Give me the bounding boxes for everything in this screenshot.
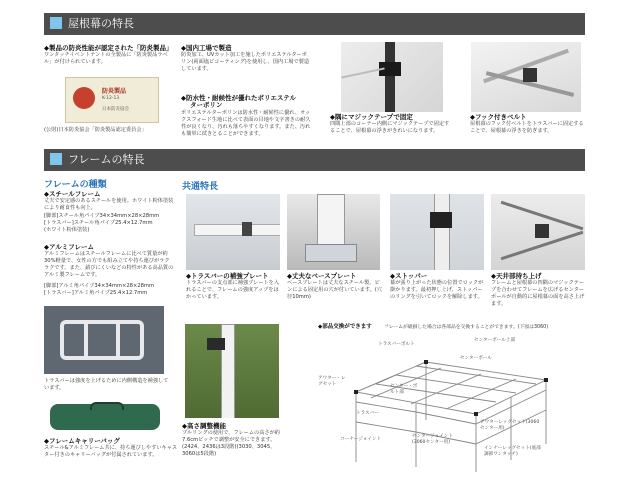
diagram-title: ◆部品交換ができます [318, 324, 372, 330]
plate-text: トラスバーの支点部に補強プレートを入れることで、フレームの強度アップをはかっています。 [186, 280, 280, 300]
factory-title: ◆国内工場で製造 [181, 44, 232, 52]
roof-section-title: 屋根幕の特長 [68, 17, 134, 30]
flame-text: ワンタッチイベントテントの全製品に「防炎製品ラベル」が付けられています。 [44, 52, 168, 65]
plate-title: ◆トラスバーの補強プレート [186, 272, 269, 280]
label-truss-bolt: トラスバーボルト [378, 342, 415, 347]
magic-title: ◆隅にマジックテープで固定 [330, 113, 413, 121]
section-marker [50, 153, 62, 165]
factory-text: 防炎加工、UVカット加工を施したポリエステルターポリン(両面塩ビコーティング)を使用し、国内工場で製造しています。 [181, 52, 310, 72]
height-title: ◆高さ調整機能 [182, 422, 226, 430]
stopper-photo [390, 194, 484, 270]
truss-crosssection-photo [44, 306, 164, 374]
water-title-2: ターポリン [190, 101, 223, 109]
base-plate-photo [287, 194, 380, 270]
ceiling-text: フレームと屋根幕の四隅のマジックテープを合わせてフレームを広げるセンターポールが自動的に屋根幕の面を高さ上げます。 [491, 280, 585, 307]
label-top: 防炎製品 [102, 88, 127, 95]
water-title-1: ◆防水性・耐候性が優れたポリエステル [181, 94, 296, 102]
alu-title: ◆アルミフレーム [44, 243, 94, 251]
label-code: K-12-13 [102, 96, 120, 101]
label-corner-joint: コーナージョイント [340, 437, 382, 442]
water-text: ポリエステルターポリンは防水性・耐候性に優れ、オックスフォード生地に比べて表面の目地や文字書きの耐久性が良くなり、汚れも落ちやすくなります。また、汚れも簡単に拭きとることができます。 [181, 110, 311, 137]
label-center-joint: センタージョイント(3060センター用) [412, 434, 453, 445]
label-outer-rack: アウター・レグセット [318, 376, 346, 387]
label-center-pole-top: センターポール上部 [474, 338, 516, 343]
base-title: ◆丈夫なベースプレート [287, 272, 357, 280]
section-marker [50, 17, 62, 29]
truss-caption: トラスバーは強度を上げるために内側構造を補強しています。 [44, 378, 169, 391]
alu-spec-2: [トラスバー]アルミ角パイプ25.4×12.7mm [44, 290, 148, 296]
label-center-bolt: センター・ボルト部 [390, 384, 418, 395]
ceiling-title: ◆天井部持ち上げ [491, 272, 542, 280]
label-inner-leg: インナーレッグセット(底部調節ワンタッチ) [484, 446, 541, 457]
parts-diagram [316, 332, 586, 480]
frame-section-title: フレームの特長 [68, 153, 145, 166]
stopper-text: 幕が張り上がった状態の位置でロックが掛かります。最初押し上げ、ストッパーのリングを引いてロックを解除します。 [390, 280, 484, 300]
flame-caption: (公財)日本防炎協会「防炎製品認定委員会」 [44, 127, 147, 133]
steel-spec-2: [トラスバー]スチール角パイプ25.4×12.7mm [44, 220, 153, 226]
common-heading: 共通特長 [182, 182, 219, 192]
magic-text: 四隅上部のコーナー内側にマジックテープで固定することで、屋根幕の浮きがきれいになります。 [330, 121, 450, 134]
steel-spec-3: (ホワイト粉体塗装) [44, 227, 90, 233]
flame-logo-icon [73, 87, 95, 109]
steel-spec-1: [脚部]スチール角パイプ34×34mm×28×28mm [44, 213, 160, 219]
height-adjust-photo [185, 324, 279, 418]
hook-text: 屋根幕のフック付ベルトをトラスバーに固定することで、屋根幕の浮きを防ぎます。 [470, 121, 584, 134]
reinforce-plate-photo [186, 194, 280, 270]
bag-text: スチール&アルミフレーム共に、持ち運びしやすいキャスター付きのキャリーバッグが付属されています。 [44, 445, 178, 458]
steel-text: 丈夫で安定感のあるスチールを使用。ホワイト粉体塗装により耐食性も向上。 [44, 198, 174, 211]
frame-section-bar [44, 149, 585, 171]
hook-title: ◆フック付きベルト [470, 113, 527, 121]
base-text: ベースプレートは丈夫なスチール製。ピンによる固定用の穴が付いています。(穴径10mm) [287, 280, 382, 300]
height-text: プルリングの使用で、フレームの高さが約7.6cmピッチで調整が安全にできます。(2424、2436は3段階)(3030、3045、3060は5段階) [182, 430, 280, 457]
stopper-title: ◆ストッパー [390, 272, 428, 280]
ceiling-lift-photo [491, 194, 585, 270]
steel-title: ◆スチールフレーム [44, 190, 101, 198]
flame-label-image [65, 77, 159, 123]
diagram-note: フレームが破損した場合は各部品を交換することができます。(下図は3060) [384, 325, 549, 330]
roof-section-bar [44, 13, 585, 35]
alu-text: アルミフレームはスチールフレームに比べて質量が約30%軽量で、女性の方でも組み立てや持ち運びがラクラクです。また、錆びにくいなどの特性がある高品質のアルミ製フレームです。 [44, 251, 174, 278]
label-outer-leg-center: アウターレッグセット(3060センター用) [480, 420, 540, 431]
flame-title: ◆製品の防炎性能が認定された「防炎製品」 [44, 44, 173, 52]
label-sub: 日本防炎協会 [102, 107, 129, 112]
frame-kinds-heading: フレームの種類 [44, 180, 107, 190]
label-truss-bar: トラスバー [356, 411, 379, 416]
label-center-pole: センターポール [460, 356, 492, 361]
magic-tape-photo [341, 42, 443, 112]
carry-bag-photo [44, 398, 166, 436]
bag-title: ◆フレームキャリーバッグ [44, 437, 120, 445]
hook-belt-photo [471, 42, 581, 112]
alu-spec-1: [脚部]アルミ角パイプ34×34mm×28×28mm [44, 283, 155, 289]
